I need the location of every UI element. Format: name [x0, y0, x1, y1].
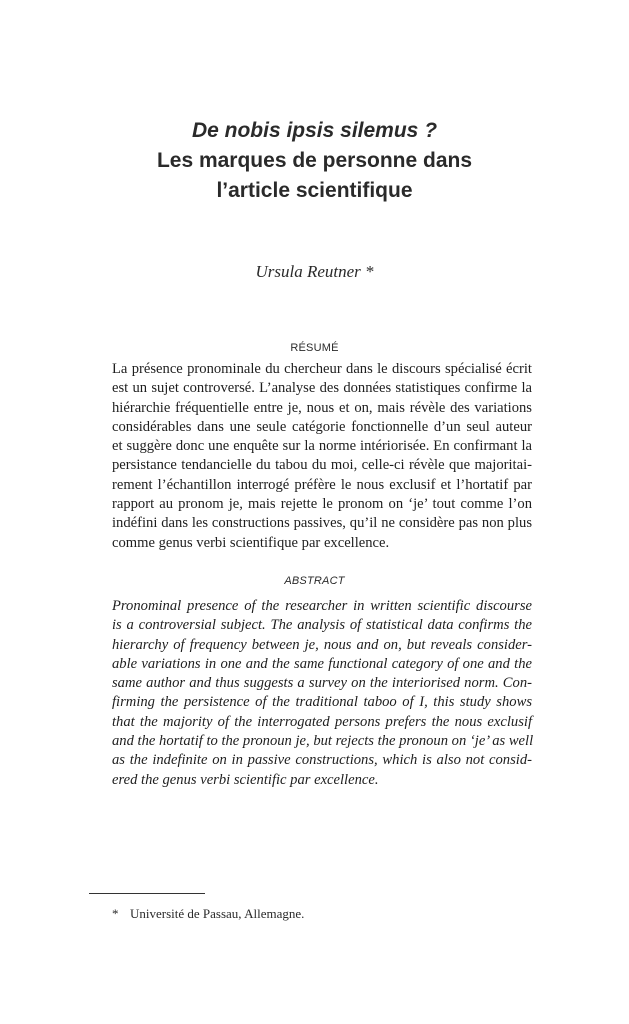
resume-line: et suggère donc une enquête sur la norme intériorisée. En confirmant la [112, 438, 532, 455]
abstract-line: firming the persistence of the traditional taboo of I, this study shows [112, 694, 532, 711]
resume-line: indéfini dans les constructions passives, qu’il ne considère pas non plus [112, 515, 532, 532]
resume-heading: RÉSUMÉ [290, 342, 339, 354]
abstract-heading: ABSTRACT [284, 575, 345, 587]
title-latin-line: De nobis ipsis silemus ? [191, 119, 438, 142]
resume-line: comme genus verbi scientifique par excellence. [112, 534, 390, 551]
resume-line: rapport au pronom je, mais rejette le pronom on ‘je’ tout comme l’on [112, 496, 532, 513]
resume-line: La présence pronominale du chercheur dans le discours spécialisé écrit [112, 361, 532, 377]
title-line-2: Les marques de personne dans [156, 149, 473, 172]
abstract-paragraph [112, 597, 532, 790]
footnote-mark: * [112, 906, 119, 921]
resume-line: hiérarchie fréquentielle entre je, nous et on, mais révèle des variations [112, 399, 532, 416]
resume-paragraph [112, 360, 532, 553]
footnote [112, 906, 304, 922]
abstract-line: Pronominal presence of the researcher in written scientific discourse [112, 598, 532, 614]
abstract-line: and the hortatif to the pronoun je, but rejects the pronoun on ‘je’ as well [112, 733, 534, 750]
title-line-3: l’article scientifique [216, 179, 413, 202]
resume-line: persistance tendancielle du tabou du moi, celle-ci révèle que majoritai- [112, 457, 532, 474]
abstract-line: able variations in one and the same functional category of one and the [112, 655, 532, 672]
footnote-divider [89, 893, 205, 894]
abstract-line: as the indefinite on in passive constructions, which is also not consid- [112, 752, 532, 769]
resume-line: considérables dans une seule catégorie fonctionnelle d’un seul auteur [112, 418, 532, 435]
abstract-line: is a controversial subject. The analysis of statistical data confirms the [112, 617, 532, 634]
resume-line: rement l’échantillon interrogé préfère le nous exclusif et l’hortatif par [112, 476, 532, 493]
footnote-text: Université de Passau, Allemagne. [130, 906, 305, 921]
article-title [0, 116, 629, 206]
abstract-line: same author and thus suggests a survey on the interiorised norm. Con- [112, 675, 532, 692]
abstract-line: hierarchy of frequency between je, nous and on, but reveals consider- [112, 636, 532, 653]
abstract-line: ered the genus verbi scientific par excellence. [112, 771, 379, 788]
author-name: Ursula Reutner * [255, 262, 374, 281]
resume-line: est un sujet controversé. L’analyse des données statistiques confirme la [112, 380, 532, 397]
abstract-line: that the majority of the interrogated persons prefers the nous exclusif [112, 713, 532, 730]
